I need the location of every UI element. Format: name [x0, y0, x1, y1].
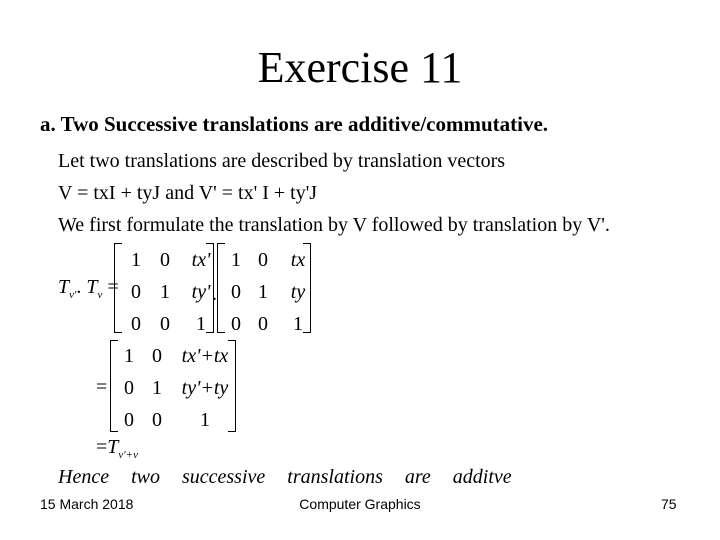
lhs-dot: .	[76, 276, 82, 298]
matrix-a-left-bracket	[114, 243, 122, 333]
matrix-c	[116, 340, 238, 436]
matrix-b-cell: 0	[258, 249, 268, 271]
lhs-sub2: v	[97, 289, 103, 301]
body-line-3: We first formulate the translation by V followed by translation by V'.	[58, 214, 610, 236]
lhs-T2: T	[86, 276, 98, 298]
matrix-c-cell: 1	[200, 409, 210, 431]
matrix-c-cell: 1	[152, 377, 162, 399]
matrix-c-right-bracket	[228, 340, 236, 432]
matrix-b-cell: 0	[231, 313, 241, 335]
matrix-a-cell: 0	[131, 281, 141, 303]
conclusion-word: two	[131, 466, 160, 486]
body-line-2: V = txI + tyJ and V' = tx' I + ty'J	[58, 182, 318, 204]
matrix-a-cell: 1	[196, 313, 206, 335]
matrix-b-cell: ty	[290, 281, 306, 303]
equation-3	[96, 436, 138, 461]
matrix-b-cell: 1	[293, 313, 303, 335]
equation-2-equals: =	[96, 376, 108, 398]
matrix-a-cell: 0	[131, 313, 141, 335]
matrix-multiply-dot: .	[212, 283, 217, 305]
matrix-b-cell: tx	[290, 249, 306, 271]
matrix-c-cell: tx'+tx	[181, 345, 229, 367]
matrix-a-cell: 0	[160, 249, 170, 271]
conclusion-word: Hence	[58, 466, 110, 486]
equation-3-equals: =	[96, 436, 108, 458]
matrix-b-cell: 0	[258, 313, 268, 335]
lhs-T1: T	[58, 276, 70, 298]
matrix-b-cell: 1	[258, 281, 268, 303]
footer-center: Computer Graphics	[299, 496, 421, 512]
matrix-c-cell: 0	[152, 345, 162, 367]
matrix-a-cell: tx'	[191, 249, 211, 271]
equation-3-sub: v'+v	[118, 449, 138, 461]
matrix-c-cell: 1	[124, 345, 134, 367]
lhs-equals: =	[107, 276, 119, 298]
body-line-1: Let two translations are described by translation vectors	[58, 150, 506, 172]
matrix-a-cell: 1	[131, 249, 141, 271]
matrix-c-cell: 0	[152, 409, 162, 431]
matrix-a-cell: 0	[160, 313, 170, 335]
slide-subtitle: a. Two Successive translations are additive/commutative.	[40, 112, 549, 136]
footer-date: 15 March 2018	[40, 496, 134, 512]
slide-title: Exercise 11	[257, 43, 463, 92]
matrix-a-cell: ty'	[191, 281, 211, 303]
conclusion-line	[58, 466, 534, 486]
matrix-b-cell: 0	[231, 281, 241, 303]
matrix-b-right-bracket	[303, 243, 311, 333]
conclusion-word: additve	[452, 466, 512, 486]
matrix-c-cell: ty'+ty	[181, 377, 229, 399]
conclusion-word: successive	[181, 466, 266, 486]
equation-3-T: T	[107, 436, 119, 458]
conclusion-word: translations	[287, 466, 383, 486]
conclusion-word: are	[404, 466, 431, 486]
equation-1-lhs	[58, 276, 119, 301]
lhs-sub1: v'	[69, 289, 77, 301]
matrix-c-cell: 0	[124, 409, 134, 431]
footer-page-number: 75	[661, 496, 677, 512]
matrix-a-cell: 1	[160, 281, 170, 303]
matrix-c-cell: 0	[124, 377, 134, 399]
matrix-b-cell: 1	[231, 249, 241, 271]
